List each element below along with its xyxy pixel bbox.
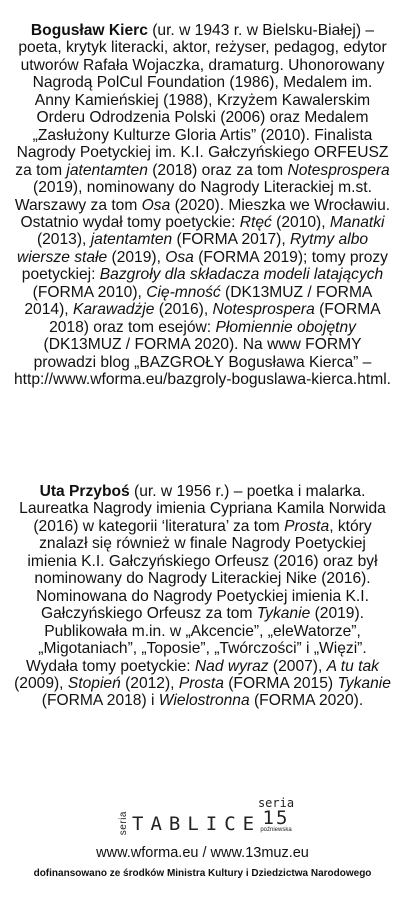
author-bio-przybos bbox=[14, 483, 391, 710]
book-title: Wielostronna bbox=[158, 692, 250, 710]
bio-text: (2007), bbox=[268, 657, 327, 675]
bio-text: , który znalazł się również w finale Nagrody Poetyckiej imienia K.I. Gałczyńskiego Orfeusz (2016) oraz był nominowany do Nagrody Literackiej Nike (2016). Nominowana do Nagrody Poetyckiej imienia K.I. Gałczyńskiego Orfeusz za tom bbox=[27, 517, 378, 623]
bio-text: (2010), bbox=[271, 213, 330, 231]
bio-text: (FORMA 2010), bbox=[32, 283, 147, 301]
bio-text: (FORMA 2018) i bbox=[41, 692, 159, 710]
bio-text: (2016), bbox=[154, 301, 213, 319]
book-title: Osa bbox=[165, 248, 194, 266]
bio-text: (2019). Publikowała m.in. w „Akcencie”, „eleWatorze”, „Migotaniach”, „Toposie”, „Twórczości” i „Więzi”. Wydała tomy poetyckie: bbox=[26, 605, 367, 675]
book-title: Stopień bbox=[67, 674, 121, 692]
bio-text: (2012), bbox=[120, 674, 179, 692]
book-title: Płomiennie obojętny bbox=[215, 318, 356, 336]
book-title: Notesprospera bbox=[287, 161, 390, 179]
bio-text: (DK13MUZ / FORMA 2014), bbox=[24, 283, 373, 319]
author-name: Uta Przyboś bbox=[39, 483, 130, 500]
bio-text: (ur. w 1956 r.) – poetka i malarka. Laureatka Nagrody imienia Cypriana Kamila Norwida (2016) w kategorii ‘literatura’ za tom bbox=[19, 483, 386, 535]
bio-text: (2018) oraz za tom bbox=[147, 161, 288, 179]
book-title: Notesprospera bbox=[212, 301, 315, 319]
seria-15-label: seria bbox=[257, 796, 295, 810]
bio-text: (FORMA 2019); tomy prozy poetyckiej: bbox=[21, 248, 388, 284]
funding-note: dofinansowano ze środków Ministra Kultury i Dziedzictwa Narodowego bbox=[33, 868, 372, 879]
seria-15-logo bbox=[256, 797, 296, 834]
book-title: Manatki bbox=[329, 213, 385, 231]
book-title: jatentamten bbox=[90, 231, 173, 249]
author-name: Bogusław Kierc bbox=[30, 22, 148, 39]
bio-text: (2009), bbox=[14, 674, 68, 692]
book-title: jatentamten bbox=[66, 161, 148, 179]
book-title: Prosta bbox=[178, 674, 224, 692]
bio-text: (ur. w 1943 r. w Bielsku-Białej) – poeta, krytyk literacki, aktor, reżyser, pedagog, edytor utworów Rafała Wojaczka, dramaturg. Uhonorowany Nagrodą PolCul Foundation (1986), Medalem im. Anny Kamieńskiej (1988), Krzyżem Kawalerskim Orderu Odrodzenia Polski (2006) oraz Medalem „Zasłużony Kulturze Gloria Artis” (2010). Finalista Nagrody Poetyckiej im. K.I. Gałczyńskiego ORFEUSZ za tom bbox=[15, 22, 389, 179]
bio-text: (2019), nominowany do Nagrody Literackiej m.st. Warszawy za tom bbox=[14, 179, 372, 214]
seria-15-number: 15 bbox=[262, 807, 290, 829]
book-title: Nad wyraz bbox=[194, 657, 269, 675]
book-title: Tykanie bbox=[337, 674, 391, 692]
bio-text: (2019), bbox=[107, 248, 166, 266]
book-title: A tu tak bbox=[326, 657, 379, 675]
book-title: Osa bbox=[141, 196, 171, 214]
book-title: Karawadżje bbox=[72, 301, 155, 319]
book-title: Cię-mność bbox=[146, 283, 221, 301]
bio-text: (FORMA 2018) oraz tom esejów: bbox=[49, 301, 381, 336]
book-title: Bazgroły dla składacza modeli latających bbox=[99, 266, 384, 284]
bio-text: (DK13MUZ / FORMA 2020). Na www FORMY prowadzi blog „BAZGROŁY Bogusława Kierca” – http://www.wforma.eu/bazgroly-boguslawa-kierca.html. bbox=[14, 336, 391, 389]
bio-text: (FORMA 2015) bbox=[223, 674, 338, 692]
tablice-logo: TABLICE bbox=[132, 813, 262, 835]
bio-text: (FORMA 2020). bbox=[249, 692, 364, 710]
seria-15-sub: poźniewska bbox=[260, 827, 292, 833]
book-title: Rtęć bbox=[239, 213, 272, 231]
book-title: Rytmy albo wiersze stałe bbox=[17, 231, 369, 266]
publisher-urls: www.wforma.eu / www.13muz.eu bbox=[96, 845, 309, 861]
bio-text: (FORMA 2017), bbox=[172, 231, 291, 249]
author-bio-kierc bbox=[14, 22, 391, 389]
book-title: Prosta bbox=[284, 517, 330, 535]
book-title: Tykanie bbox=[256, 605, 311, 623]
bio-text: (2013), bbox=[36, 231, 91, 249]
bio-text: (2020). Mieszka we Wrocławiu. Ostatnio wydał tomy poetyckie: bbox=[20, 196, 391, 231]
series-label: seria bbox=[118, 811, 129, 836]
series-logos bbox=[0, 797, 405, 837]
